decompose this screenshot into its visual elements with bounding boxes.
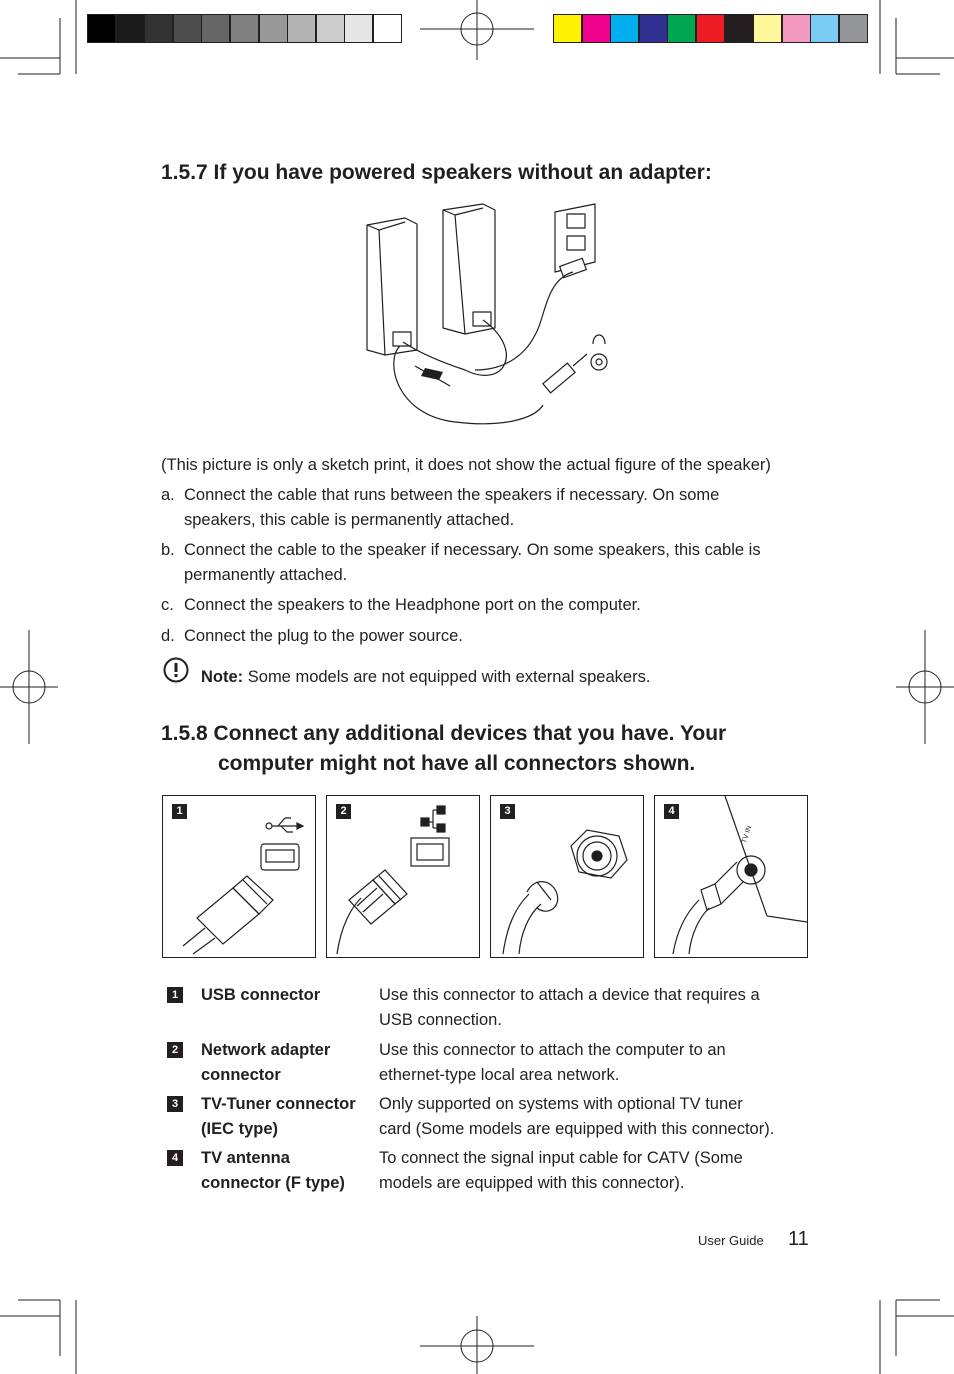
cmyk-swatch	[639, 14, 668, 43]
network-connector-panel	[326, 795, 480, 958]
connector-description: Only supported on systems with optional TV tuner	[379, 1095, 743, 1113]
step-text: permanently attached.	[184, 566, 348, 584]
step-text: Connect the cable to the speaker if necessary. On some speakers, this cable is	[184, 541, 761, 559]
gray-swatch	[373, 14, 402, 43]
step-label: a.	[161, 486, 175, 504]
speaker-setup-illustration	[355, 200, 625, 438]
note-warning-icon	[163, 657, 189, 683]
connector-description: USB connection.	[379, 1011, 502, 1029]
gray-swatch	[87, 14, 116, 43]
step-label: d.	[161, 627, 175, 645]
connector-number-badge: 4	[167, 1150, 183, 1166]
connector-number-badge: 2	[167, 1042, 183, 1058]
cmyk-swatch	[725, 14, 754, 43]
gray-swatch	[116, 14, 145, 43]
gray-swatch	[287, 14, 316, 43]
tv-antenna-connector-panel	[654, 795, 808, 958]
connector-number-badge: 3	[167, 1096, 183, 1112]
network-connector-icon	[327, 796, 479, 957]
note	[201, 665, 821, 690]
gray-swatch	[201, 14, 230, 43]
step-text: Connect the speakers to the Headphone port on the computer.	[184, 596, 641, 614]
cmyk-swatch	[782, 14, 811, 43]
gray-swatch	[144, 14, 173, 43]
gray-swatch	[173, 14, 202, 43]
f-type-connector-icon	[655, 796, 807, 957]
usb-connector-panel	[162, 795, 316, 958]
connector-name: connector (F type)	[201, 1174, 345, 1192]
cmyk-swatch	[610, 14, 639, 43]
connector-description: Use this connector to attach the computer to an	[379, 1041, 726, 1059]
cmyk-swatch	[839, 14, 868, 43]
figure-caption: (This picture is only a sketch print, it does not show the actual figure of the speaker)	[161, 456, 771, 474]
connector-name: TV antenna	[201, 1149, 290, 1167]
connector-name: Network adapter	[201, 1041, 331, 1059]
step-text: speakers, this cable is permanently attached.	[184, 511, 515, 529]
connector-number-badge: 1	[167, 987, 183, 1003]
gray-swatch	[259, 14, 288, 43]
cmyk-swatch	[582, 14, 611, 43]
note-label: Note:	[201, 668, 244, 686]
section-157-heading: 1.5.7 If you have powered speakers without an adapter:	[161, 161, 712, 184]
section-158-heading-line1: 1.5.8 Connect any additional devices that you have. Your	[161, 722, 727, 745]
step-label: b.	[161, 541, 175, 559]
gray-swatch	[230, 14, 259, 43]
step-text: Connect the cable that runs between the speakers if necessary. On some	[184, 486, 720, 504]
connector-name: TV-Tuner connector	[201, 1095, 356, 1113]
cmyk-swatch	[667, 14, 696, 43]
connector-description: To connect the signal input cable for CATV (Some	[379, 1149, 743, 1167]
connector-name: (IEC type)	[201, 1120, 279, 1138]
cmyk-swatch	[696, 14, 725, 43]
panel-number: 1	[172, 804, 187, 819]
tv-tuner-connector-panel	[490, 795, 644, 958]
connector-description: card (Some models are equipped with this connector).	[379, 1120, 775, 1138]
note-text: Some models are not equipped with external speakers.	[243, 668, 651, 686]
gray-swatch	[344, 14, 373, 43]
step-label: c.	[161, 596, 174, 614]
cmyk-swatch	[553, 14, 582, 43]
connector-description: ethernet-type local area network.	[379, 1066, 620, 1084]
step-text: Connect the plug to the power source.	[184, 627, 463, 645]
panel-number: 3	[500, 804, 515, 819]
usb-connector-icon	[163, 796, 315, 957]
panel-number: 4	[664, 804, 679, 819]
tv-in-label: TV IN	[741, 824, 754, 845]
connector-name: connector	[201, 1066, 281, 1084]
connector-description: Use this connector to attach a device that requires a	[379, 986, 760, 1004]
cmyk-swatch	[810, 14, 839, 43]
iec-connector-icon	[491, 796, 643, 957]
page-number: 11	[788, 1228, 809, 1250]
footer-label: User Guide	[698, 1233, 764, 1248]
gray-swatch	[316, 14, 345, 43]
panel-number: 2	[336, 804, 351, 819]
connector-name: USB connector	[201, 986, 321, 1004]
section-158-heading-line2: computer might not have all connectors shown.	[218, 752, 696, 775]
cmyk-swatch	[753, 14, 782, 43]
connector-description: models are equipped with this connector).	[379, 1174, 685, 1192]
